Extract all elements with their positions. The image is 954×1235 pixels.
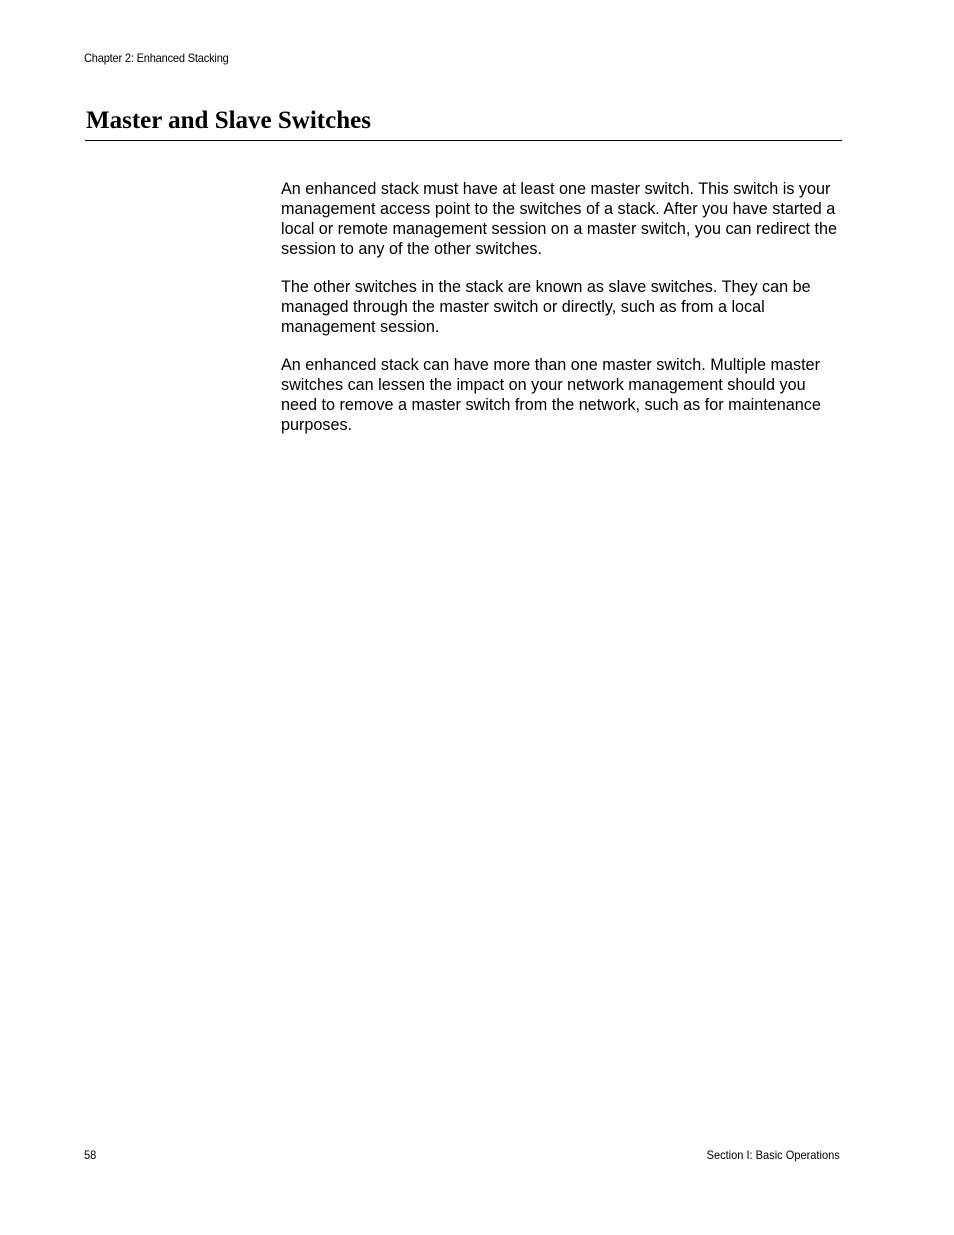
running-header: Chapter 2: Enhanced Stacking [84, 51, 229, 65]
body-text [281, 179, 846, 453]
running-footer: Section I: Basic Operations [706, 1148, 840, 1162]
page-number: 58 [84, 1148, 97, 1162]
title-divider [85, 140, 842, 141]
paragraph-master-switch: An enhanced stack must have at least one master switch. This switch is your management access point to the switches of a stack. After you have started a local or remote management session on a master switch, you can redirect the session to any of the other switches. [281, 180, 838, 258]
paragraph-multiple-masters: An enhanced stack can have more than one master switch. Multiple master switches can lessen the impact on your network management should you need to remove a master switch from the network, such as for maintenance purposes. [281, 356, 821, 434]
section-title: Master and Slave Switches [86, 107, 371, 134]
paragraph-slave-switches: The other switches in the stack are known as slave switches. They can be managed through the master switch or directly, such as from a local management session. [281, 278, 811, 336]
